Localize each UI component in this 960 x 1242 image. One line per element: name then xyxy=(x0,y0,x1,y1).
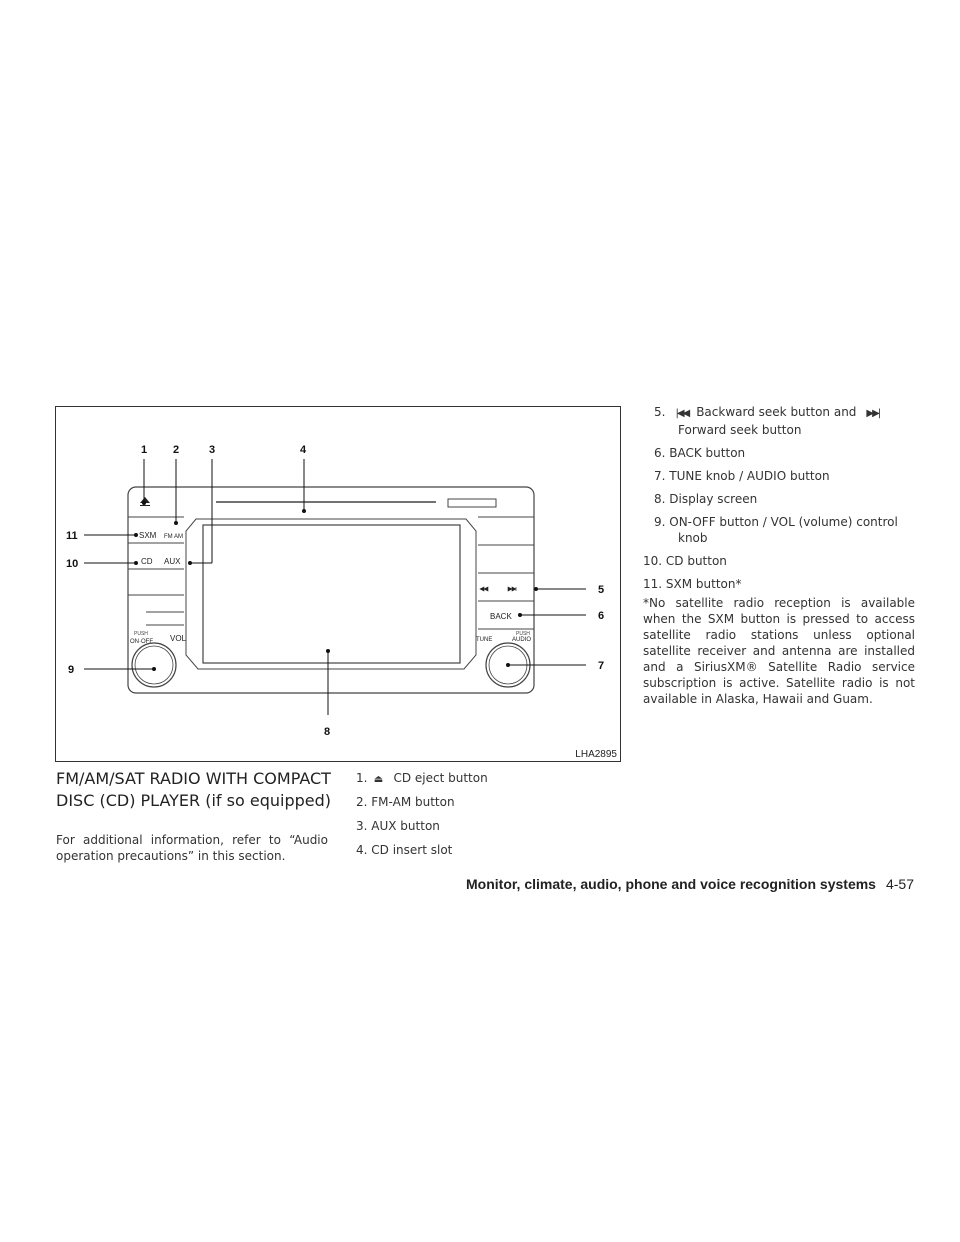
sxm-label: SXM xyxy=(139,531,157,540)
backward-seek-icon xyxy=(480,587,488,591)
unit-outline xyxy=(128,487,534,693)
callout-leaders xyxy=(84,459,586,715)
slot-panel xyxy=(448,499,496,507)
footer-chapter: Monitor, climate, audio, phone and voice recognition systems xyxy=(466,876,876,892)
forward-seek-icon: ▶▶| xyxy=(866,408,880,419)
callout-7: 7 xyxy=(598,660,605,672)
on-off-label: ON·OFF xyxy=(130,639,153,645)
push-left-label: PUSH xyxy=(134,631,148,637)
list-item-text: CD eject button xyxy=(393,771,488,785)
list-item xyxy=(356,766,576,790)
list-item: 11. SXM button* xyxy=(643,577,742,591)
list-item-number: 1. xyxy=(356,771,368,785)
callout-8: 8 xyxy=(324,726,331,738)
list-item xyxy=(643,514,915,546)
list-item-number: 3. xyxy=(356,819,368,833)
callout-5: 5 xyxy=(598,584,605,596)
forward-seek-icon xyxy=(508,587,516,591)
list-item: 6. BACK button xyxy=(654,446,746,460)
tune-label: TUNE xyxy=(476,637,493,643)
callout-1: 1 xyxy=(141,444,148,456)
fm-am-label: FM AM xyxy=(164,534,183,540)
callout-4: 4 xyxy=(300,444,307,456)
vol-knob-inner xyxy=(135,646,173,684)
satellite-note: *No satellite radio reception is available when the SXM button is pressed to access satellite radio stations unless optional satellite receiver and antenna are installed and a SiriusXM® Satellite Radio service subscription is active. Satellite radio is not available in Alaska, Hawaii and Guam. xyxy=(643,596,915,706)
aux-label: AUX xyxy=(164,557,181,566)
list-item-number: 4. xyxy=(356,843,368,857)
audio-unit-diagram xyxy=(56,407,622,763)
list-item xyxy=(356,838,576,862)
list-item-text-cont: knob xyxy=(678,531,708,545)
component-list-right xyxy=(643,404,915,707)
callout-10: 10 xyxy=(66,558,79,570)
component-list-left xyxy=(356,766,576,862)
figure-code: LHA2895 xyxy=(575,749,617,760)
list-item-number: 2. xyxy=(356,795,368,809)
callout-9: 9 xyxy=(68,664,75,676)
list-item xyxy=(356,814,576,838)
list-item-text-cont: Forward seek button xyxy=(678,423,802,437)
footer-page-number: 4-57 xyxy=(885,876,914,892)
screen-bezel xyxy=(186,519,476,669)
list-item: 10. CD button xyxy=(643,554,727,568)
callout-2: 2 xyxy=(173,444,180,456)
cd-label: CD xyxy=(141,557,153,566)
list-item: 7. TUNE knob / AUDIO button xyxy=(654,469,830,483)
display-screen xyxy=(203,525,460,663)
list-item-text: FM-AM button xyxy=(371,795,455,809)
list-item-number: 5. xyxy=(654,405,666,419)
backward-seek-icon: |◀◀ xyxy=(675,408,689,419)
list-item xyxy=(643,404,915,438)
callout-11: 11 xyxy=(66,530,78,542)
vol-knob-outer xyxy=(132,643,176,687)
callout-3: 3 xyxy=(209,444,216,456)
list-item-text: CD insert slot xyxy=(371,843,453,857)
page-footer xyxy=(466,876,914,892)
eject-icon: ⏏ xyxy=(373,774,384,785)
list-item xyxy=(356,790,576,814)
list-item-text: Backward seek button and xyxy=(696,405,857,419)
list-item-text: AUX button xyxy=(371,819,440,833)
back-label: BACK xyxy=(490,612,512,621)
list-item: 8. Display screen xyxy=(654,492,758,506)
push-right-label: PUSH xyxy=(516,631,530,637)
callout-6: 6 xyxy=(598,610,605,622)
audio-unit-figure xyxy=(55,406,621,762)
vol-label: VOL xyxy=(170,634,187,643)
section-body: For additional information, refer to “Audio operation precautions” in this section. xyxy=(56,833,328,863)
audio-label: AUDIO xyxy=(512,637,532,643)
section-title: FM/AM/SAT RADIO WITH COMPACT DISC (CD) PLAYER (if so equipped) xyxy=(56,769,331,810)
list-item-text: 9. ON-OFF button / VOL (volume) control xyxy=(654,515,898,529)
